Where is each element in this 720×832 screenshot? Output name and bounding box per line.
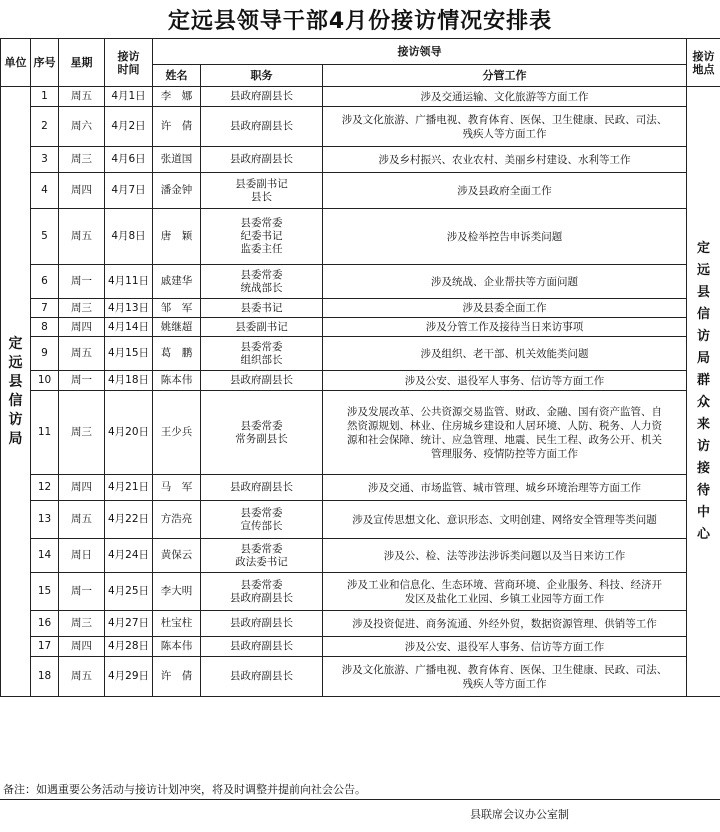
row-weekday: 周六 xyxy=(59,107,105,147)
row-weekday: 周一 xyxy=(59,371,105,391)
row-number: 13 xyxy=(31,501,59,539)
row-number: 2 xyxy=(31,107,59,147)
table-row xyxy=(1,371,720,391)
row-date: 4月29日 xyxy=(105,657,153,697)
row-number: 10 xyxy=(31,371,59,391)
row-date: 4月20日 xyxy=(105,391,153,475)
row-position: 县委常委 纪委书记 监委主任 xyxy=(201,209,323,265)
row-work: 涉及公、检、法等涉法涉诉类问题以及当日来访工作 xyxy=(323,539,687,573)
row-number: 12 xyxy=(31,475,59,501)
table-row xyxy=(1,318,720,337)
row-number: 6 xyxy=(31,265,59,299)
row-name: 陈本伟 xyxy=(153,371,201,391)
row-date: 4月21日 xyxy=(105,475,153,501)
row-name: 方浩亮 xyxy=(153,501,201,539)
row-number: 14 xyxy=(31,539,59,573)
unit-cell: 定 远 县 信 访 局 xyxy=(1,87,31,697)
row-weekday: 周五 xyxy=(59,337,105,371)
row-position: 县政府副县长 xyxy=(201,147,323,173)
row-date: 4月8日 xyxy=(105,209,153,265)
header-unit: 单位 xyxy=(1,39,31,87)
row-name: 许 倩 xyxy=(153,107,201,147)
row-weekday: 周五 xyxy=(59,501,105,539)
row-name: 王少兵 xyxy=(153,391,201,475)
row-date: 4月1日 xyxy=(105,87,153,107)
table-row xyxy=(1,209,720,265)
row-position: 县政府副县长 xyxy=(201,657,323,697)
row-weekday: 周三 xyxy=(59,391,105,475)
table-row xyxy=(1,611,720,637)
table-row xyxy=(1,657,720,697)
row-work: 涉及公安、退役军人事务、信访等方面工作 xyxy=(323,637,687,657)
row-weekday: 周四 xyxy=(59,637,105,657)
row-number: 5 xyxy=(31,209,59,265)
row-date: 4月25日 xyxy=(105,573,153,611)
row-weekday: 周三 xyxy=(59,147,105,173)
row-position: 县委常委 组织部长 xyxy=(201,337,323,371)
row-position: 县委常委 宣传部长 xyxy=(201,501,323,539)
row-name: 马 军 xyxy=(153,475,201,501)
row-number: 3 xyxy=(31,147,59,173)
row-number: 1 xyxy=(31,87,59,107)
row-position: 县委副书记 县长 xyxy=(201,173,323,209)
row-position: 县政府副县长 xyxy=(201,637,323,657)
row-name: 姚继超 xyxy=(153,318,201,337)
row-work: 涉及宣传思想文化、意识形态、文明创建、网络安全管理等类问题 xyxy=(323,501,687,539)
table-row xyxy=(1,87,720,107)
row-date: 4月22日 xyxy=(105,501,153,539)
row-weekday: 周五 xyxy=(59,657,105,697)
row-position: 县政府副县长 xyxy=(201,371,323,391)
schedule-table xyxy=(0,38,720,697)
row-position: 县政府副县长 xyxy=(201,475,323,501)
row-work: 涉及公安、退役军人事务、信访等方面工作 xyxy=(323,371,687,391)
row-position: 县委常委 常务副县长 xyxy=(201,391,323,475)
table-row xyxy=(1,391,720,475)
row-weekday: 周五 xyxy=(59,87,105,107)
row-weekday: 周五 xyxy=(59,209,105,265)
row-name: 潘金钟 xyxy=(153,173,201,209)
row-name: 邹 军 xyxy=(153,299,201,318)
table-row xyxy=(1,337,720,371)
row-number: 17 xyxy=(31,637,59,657)
row-work: 涉及交通运输、文化旅游等方面工作 xyxy=(323,87,687,107)
row-weekday: 周三 xyxy=(59,611,105,637)
header-no: 序号 xyxy=(31,39,59,87)
row-date: 4月14日 xyxy=(105,318,153,337)
row-position: 县政府副县长 xyxy=(201,611,323,637)
row-number: 9 xyxy=(31,337,59,371)
table-body xyxy=(1,87,720,697)
row-position: 县委副书记 xyxy=(201,318,323,337)
table-row xyxy=(1,173,720,209)
header-weekday: 星期 xyxy=(59,39,105,87)
footnote: 备注：如遇重要公务活动与接访计划冲突，将及时调整并提前向社会公告。 xyxy=(0,778,720,800)
row-position: 县委常委 政法委书记 xyxy=(201,539,323,573)
table-row xyxy=(1,501,720,539)
table-row xyxy=(1,299,720,318)
row-number: 15 xyxy=(31,573,59,611)
row-date: 4月15日 xyxy=(105,337,153,371)
row-work: 涉及工业和信息化、生态环境、营商环境、企业服务、科技、经济开 发区及盐化工业园、乡镇工业园等方面工作 xyxy=(323,573,687,611)
row-name: 葛 鹏 xyxy=(153,337,201,371)
row-work: 涉及乡村振兴、农业农村、美丽乡村建设、水利等工作 xyxy=(323,147,687,173)
header-position: 职务 xyxy=(201,65,323,87)
header-row-1 xyxy=(1,39,720,65)
header-work: 分管工作 xyxy=(323,65,687,87)
row-name: 黄保云 xyxy=(153,539,201,573)
row-weekday: 周四 xyxy=(59,318,105,337)
table-row xyxy=(1,147,720,173)
row-weekday: 周四 xyxy=(59,173,105,209)
header-location: 接访 地点 xyxy=(687,39,720,87)
row-position: 县委书记 xyxy=(201,299,323,318)
row-number: 16 xyxy=(31,611,59,637)
row-position: 县政府副县长 xyxy=(201,87,323,107)
row-date: 4月27日 xyxy=(105,611,153,637)
row-work: 涉及县政府全面工作 xyxy=(323,173,687,209)
row-number: 8 xyxy=(31,318,59,337)
row-position: 县委常委 县政府副县长 xyxy=(201,573,323,611)
row-name: 李 娜 xyxy=(153,87,201,107)
row-work: 涉及文化旅游、广播电视、教育体育、医保、卫生健康、民政、司法、 残疾人等方面工作 xyxy=(323,107,687,147)
row-work: 涉及投资促进、商务流通、外经外贸，数据资源管理、供销等工作 xyxy=(323,611,687,637)
row-work: 涉及分管工作及接待当日来访事项 xyxy=(323,318,687,337)
row-work: 涉及发展改革、公共资源交易监管、财政、金融、国有资产监管、自 然资源规划、林业、住房城乡建设和人居环境、人防、税务、人力资 源和社会保障、统计、应急管理、地震、民生工程、政务公开、机关 管理服务、疫情防控等方面工作 xyxy=(323,391,687,475)
row-name: 张道国 xyxy=(153,147,201,173)
row-date: 4月28日 xyxy=(105,637,153,657)
row-name: 戚建华 xyxy=(153,265,201,299)
row-name: 李大明 xyxy=(153,573,201,611)
row-weekday: 周一 xyxy=(59,265,105,299)
page-title: 定远县领导干部4月份接访情况安排表 xyxy=(167,8,553,34)
row-date: 4月7日 xyxy=(105,173,153,209)
row-date: 4月24日 xyxy=(105,539,153,573)
row-work: 涉及县委全面工作 xyxy=(323,299,687,318)
row-name: 杜宝柱 xyxy=(153,611,201,637)
row-date: 4月13日 xyxy=(105,299,153,318)
row-number: 4 xyxy=(31,173,59,209)
table-row xyxy=(1,107,720,147)
row-date: 4月6日 xyxy=(105,147,153,173)
row-weekday: 周日 xyxy=(59,539,105,573)
row-position: 县委常委 统战部长 xyxy=(201,265,323,299)
issuer-signature: 县联席会议办公室制 xyxy=(470,808,569,821)
table-row xyxy=(1,637,720,657)
row-position: 县政府副县长 xyxy=(201,107,323,147)
row-number: 7 xyxy=(31,299,59,318)
row-name: 唐 颖 xyxy=(153,209,201,265)
row-weekday: 周一 xyxy=(59,573,105,611)
header-name: 姓名 xyxy=(153,65,201,87)
header-time: 接访 时间 xyxy=(105,39,153,87)
table-row xyxy=(1,573,720,611)
table-row xyxy=(1,539,720,573)
row-date: 4月11日 xyxy=(105,265,153,299)
table-row xyxy=(1,265,720,299)
row-work: 涉及检举控告申诉类问题 xyxy=(323,209,687,265)
row-work: 涉及交通、市场监管、城市管理、城乡环境治理等方面工作 xyxy=(323,475,687,501)
table-row xyxy=(1,475,720,501)
row-date: 4月18日 xyxy=(105,371,153,391)
row-name: 许 倩 xyxy=(153,657,201,697)
row-date: 4月2日 xyxy=(105,107,153,147)
row-number: 11 xyxy=(31,391,59,475)
row-work: 涉及统战、企业帮扶等方面问题 xyxy=(323,265,687,299)
row-number: 18 xyxy=(31,657,59,697)
row-work: 涉及文化旅游、广播电视、教育体育、医保、卫生健康、民政、司法、 残疾人等方面工作 xyxy=(323,657,687,697)
row-weekday: 周三 xyxy=(59,299,105,318)
row-name: 陈本伟 xyxy=(153,637,201,657)
row-work: 涉及组织、老干部、机关效能类问题 xyxy=(323,337,687,371)
location-cell: 定 远 县 信 访 局 群 众 来 访 接 待 中 心 xyxy=(687,87,720,697)
header-leaders: 接访领导 xyxy=(153,39,687,65)
row-weekday: 周四 xyxy=(59,475,105,501)
